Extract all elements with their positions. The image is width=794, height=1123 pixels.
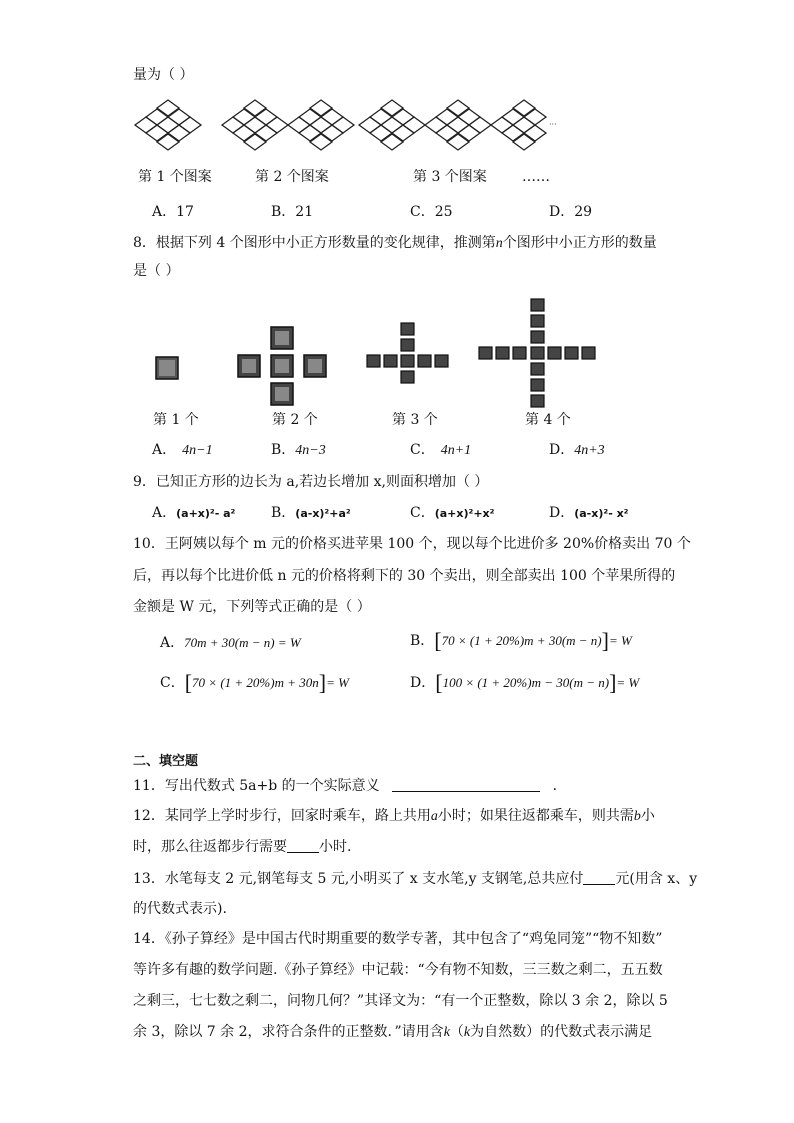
q7-option-a[interactable]: A．17 — [152, 204, 194, 220]
q8-figure-4 — [476, 298, 606, 410]
q10-option-b-letter: B． — [410, 633, 435, 649]
q9-option-a-letter: A． — [152, 505, 177, 521]
q14-line3: 之剩三，七七数之剩二，问物几何？”其译文为：“有一个正整数，除以 3 余 2，除以 5 — [133, 993, 668, 1009]
q7-option-c[interactable]: C．25 — [410, 204, 453, 220]
q12-var-b: b — [633, 809, 641, 824]
q10-option-c-eq: = W — [326, 675, 349, 690]
q7-pattern-label-4: …… — [522, 169, 550, 185]
section-title-fill-in: 二、填空题 — [133, 754, 199, 769]
q14-text-a: 余 3，除以 7 余 2，求符合条件的正整数．”请用含 — [133, 1024, 444, 1040]
q10-option-c[interactable] — [160, 670, 349, 695]
q14-var-k2: k — [463, 1025, 471, 1040]
q9-option-d-expr: (a-x)²- x² — [574, 507, 629, 520]
q11 — [133, 777, 567, 794]
q14-text-b: （ — [449, 1024, 464, 1040]
q10-option-d-rbracket: ] — [609, 670, 617, 695]
q10-option-b-eq: = W — [608, 633, 632, 648]
q11-answer-blank[interactable] — [392, 777, 540, 792]
q8-option-a-letter: A． — [152, 442, 177, 458]
q8-var-n: n — [495, 236, 503, 251]
q8-figure-1 — [155, 356, 181, 380]
q10-option-c-expr: 70 × (1 + 20%)m + 30n — [192, 675, 319, 690]
q8-option-a-expr: 4n−1 — [182, 443, 213, 458]
q9-option-a-expr: (a+x)²- a² — [176, 507, 236, 520]
q8-option-a[interactable] — [152, 442, 213, 459]
q7-pattern-2 — [222, 96, 357, 156]
q14-line1: 14．《孙子算经》是中国古代时期重要的数学专著，其中包含了“鸡兔同笼”“物不知数” — [133, 931, 663, 947]
q10-stem-line1: 10．王阿姨以每个 m 元的价格买进苹果 100 个，现以每个比进价多 20%价格卖出 70 个 — [133, 536, 691, 552]
q8-option-b-expr: 4n−3 — [295, 443, 326, 458]
svg-text:···: ··· — [549, 120, 557, 129]
q10-option-c-letter: C． — [160, 675, 185, 691]
q7-option-b[interactable]: B．21 — [271, 204, 314, 220]
q7-pattern-label-3: 第 3 个图案 — [413, 169, 487, 185]
q8-figure-3 — [364, 322, 454, 386]
q9-option-b-expr: (a-x)²+a² — [295, 507, 351, 520]
q14-text-c: 为自然数）的代数式表示满足 — [470, 1024, 653, 1040]
q7-pattern-3 — [359, 96, 559, 156]
q10-option-c-rbracket: ] — [318, 670, 327, 695]
q10-stem-line2: 后，再以每个比进价低 n 元的价格将剩下的 30 个卖出，则全部卖出 100 个苹果所得的 — [133, 568, 676, 584]
q9-option-d-letter: D． — [549, 505, 575, 521]
q8-option-c[interactable] — [410, 442, 471, 459]
q10-option-a[interactable] — [160, 635, 301, 651]
q10-option-c-lbracket: [ — [184, 670, 193, 695]
q14-line2: 等许多有趣的数学问题.《孙子算经》中记载：“今有物不知数，三三数之剩二，五五数 — [133, 962, 663, 978]
q13-line1 — [133, 870, 697, 887]
q8-option-d-expr: 4n+3 — [574, 443, 605, 458]
q8-stem-line2: 是（ ） — [133, 263, 180, 279]
q9-option-c-letter: C． — [410, 505, 435, 521]
q7-pattern-label-2: 第 2 个图案 — [255, 169, 329, 185]
q10-option-b-rbracket: ] — [601, 628, 609, 653]
q10-stem-line3: 金额是 W 元，下列等式正确的是（ ） — [133, 599, 371, 615]
q12-text-e: 小时. — [319, 839, 352, 855]
q12-line2 — [133, 838, 351, 855]
q8-figure-label-1: 第 1 个 — [153, 412, 199, 428]
q7-pattern-1 — [135, 96, 215, 156]
q10-option-d-eq: = W — [616, 675, 640, 690]
q12-text-d: 时，那么往返都步行需要 — [133, 839, 287, 855]
q8-option-d[interactable] — [549, 442, 605, 459]
q8-figure-label-4: 第 4 个 — [525, 412, 571, 428]
q8-option-b-letter: B． — [271, 442, 296, 458]
q9-option-c-expr: (a+x)²+x² — [434, 507, 495, 520]
q13-text-a: 13．水笔每支 2 元,钢笔每支 5 元,小明买了 x 支水笔,y 支钢笔,总共应付 — [133, 871, 584, 887]
q8-figure-label-3: 第 3 个 — [392, 412, 438, 428]
q12-text-a: 12．某同学上学时步行，回家时乘车，路上共用 — [133, 808, 431, 824]
q11-end: ． — [552, 778, 567, 794]
q9-stem: 9．已知正方形的边长为 a,若边长增加 x,则面积增加（ ） — [133, 474, 489, 490]
q10-option-b-expr: 70 × (1 + 20%)m + 30(m − n) — [441, 633, 602, 648]
q9-option-c[interactable] — [410, 505, 494, 522]
q12-answer-blank[interactable] — [287, 838, 319, 853]
q8-option-d-letter: D． — [549, 442, 575, 458]
q13-answer-blank[interactable] — [583, 870, 615, 885]
q10-option-d-lbracket: [ — [435, 670, 443, 695]
q8-option-c-letter: C． — [410, 442, 435, 458]
q13-text-b: 元(用含 x、y — [615, 871, 698, 887]
q12-line1 — [133, 808, 655, 825]
q10-option-a-expr: 70m + 30(m − n) = W — [184, 635, 301, 650]
q8-stem-line1 — [133, 235, 657, 252]
q13-line2: 的代数式表示). — [133, 901, 227, 917]
q9-option-d[interactable] — [549, 505, 629, 522]
q10-option-a-letter: A． — [160, 635, 185, 651]
q8-stem-a: 8．根据下列 4 个图形中小正方形数量的变化规律，推测第 — [133, 235, 496, 251]
q10-option-b-lbracket: [ — [434, 628, 442, 653]
q9-option-b[interactable] — [271, 505, 351, 522]
q7-pattern-label-1: 第 1 个图案 — [138, 169, 212, 185]
q11-text: 11．写出代数式 5a+b 的一个实际意义 — [133, 778, 380, 794]
q10-option-d-expr: 100 × (1 + 20%)m − 30(m − n) — [442, 675, 610, 690]
q7-stem-tail: 量为（ ） — [133, 67, 194, 83]
q12-text-b: 小时；如果往返都乘车，则共需 — [437, 808, 634, 824]
q10-option-d-letter: D． — [410, 675, 436, 691]
q9-option-a[interactable] — [152, 505, 235, 522]
q8-figure-label-2: 第 2 个 — [272, 412, 318, 428]
q7-option-d[interactable]: D．29 — [549, 204, 593, 220]
q12-var-a: a — [430, 809, 438, 824]
q12-text-c: 小 — [640, 808, 655, 824]
q10-option-d[interactable] — [410, 670, 640, 695]
q8-stem-b: 个图形中小正方形的数量 — [502, 235, 657, 251]
q14-line4 — [133, 1024, 652, 1041]
q8-figure-2 — [236, 326, 328, 406]
q10-option-b[interactable] — [410, 628, 632, 653]
q14-var-k1: k — [443, 1025, 450, 1040]
q8-option-b[interactable] — [271, 442, 326, 459]
q9-option-b-letter: B． — [271, 505, 296, 521]
q8-option-c-expr: 4n+1 — [440, 443, 472, 458]
